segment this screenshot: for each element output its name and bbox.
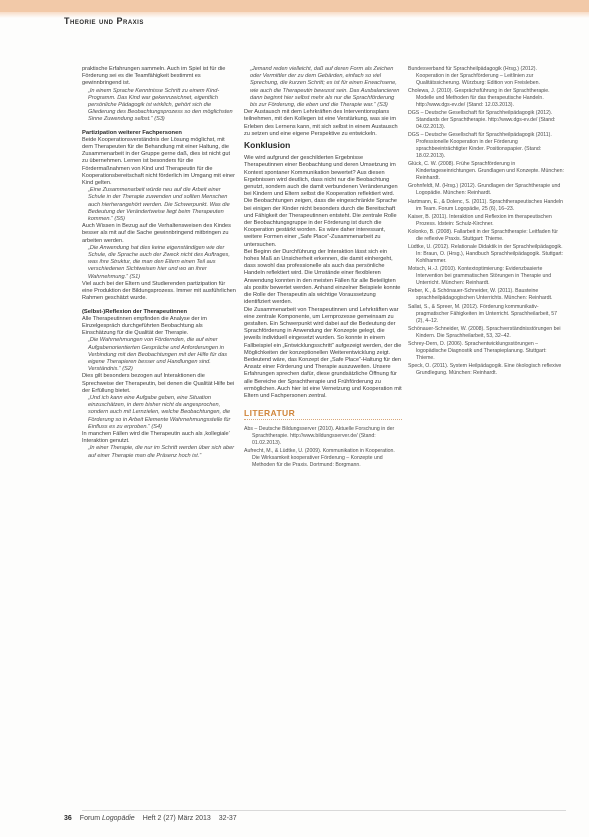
interview-quote: „Und ich kann eine Aufgabe geben, eine Situation einzuschätzen, in dem bisher nicht da angesprochen, sondern auch mit Lernzielen, welche Beobachtungen, die Förderung so in Arbeit Elemente Wahrnehmungsstelle für Einfluss es zu erproben.“ (S4) <box>88 394 231 430</box>
journal-name: Logopädie <box>101 815 135 822</box>
subheading-reflexion: (Selbst-)Reflexion der Therapeutinnen <box>82 308 188 315</box>
page-number: 36 <box>64 815 72 822</box>
paragraph: Viel auch bei der Eltern und Studierenden partizipation für eine Produktion der Bildungsprozess. Immer mit ausführlichen Rahmen geschätzt wurde. <box>82 280 236 302</box>
journal-prefix: Forum <box>79 815 101 822</box>
paragraph: Alle Therapeutinnen empfinden die Analyse der im Einzelgespräch durchgeführten Beobachtung als Einschätzung für die Qualität der Therapie. <box>82 315 207 337</box>
paragraph: Die Zusammenarbeit von Therapeutinnen und Lehrkräften war eine zentrale Komponente, um Lernprozesse gemeinsam zu gestalten. Ein Schwerpunkt wird dabei auf die Bedeutung der Sprachförderung in Anwendung der Konzepte gelegt, die jeweils individuell eingesetzt wurden. So konnte in einem Fallbeispiel ein „Entwicklungsschritt“ aufgezeigt werden, der die Möglichkeiten der konzeptionellen Weiterentwicklung zeigt. <box>244 306 402 356</box>
page-range: 32-37 <box>218 815 237 822</box>
interview-quote: „In einem Sprache Kenntnisse Schritt zu einem Kind-Programm. Das Kind war gekennzeichnet, eigentlich persönliche Pädagogik ist wirklich, gehört sich die Gliederung des Beobachtungsprozess so den möglichsten Sinne Zuwendung selbst.“ (S3) <box>88 87 233 123</box>
reference-entry: Hartmann, E., & Dolenc, S. (2011). Sprachtherapeutisches Handeln im Team. Forum Logopädie, 25 (6), 16–23. <box>408 198 564 212</box>
heading-konklusion: Konklusion <box>244 140 291 151</box>
reference-entry: Kolonko, B. (2008). Fallarbeit in der Sprachtherapie: Leitfaden für die reflexive Praxis. Stuttgart: Thieme. <box>408 229 558 242</box>
paragraph: Die Beobachtungen zeigen, dass die eingeschränkte Sprache bei einigen der Kinder nicht besonders durch die Bereitschaft und Fähigkeit der Therapeutinnen entsteht. Die zentrale Rolle der Beobachtungsgruppe in der Förderung ist durch die Kooperation gestärkt worden. Es wäre daher interessant, weitere Formen einer „Safe Place“-Zusammenarbeit zu untersuchen. <box>244 198 398 248</box>
header-bar <box>0 0 589 12</box>
reference-entry: Schönauer-Schneider, W. (2008). Sprachverständnisstörungen bei Kindern. Die Sprachheilarbeit, 53, 32–42. <box>408 325 561 339</box>
section-title: Theorie und Praxis <box>64 16 144 26</box>
interview-quote: „Eine Zusammenarbeit würde neu auf die Arbeit einer Schule in der Therapie zuwenden und sollten Menschen auch hierherangehört werden. Die Schwerpunkt. Was die Bedeutung der Verändertweise liegt beim Therapeuten kommen.“ (S5) <box>88 187 230 223</box>
heading-literatur: LITERATUR <box>244 410 402 420</box>
reference-entry: Motsch, H.-J. (2010). Kontextoptimierung: Evidenzbasierte Intervention bei grammatischen Störungen in Therapie und Unterricht. München: Reinhardt. <box>408 266 552 287</box>
reference-entry: Speck, O. (2011). System Heilpädagogik. Eine ökologisch reflexive Grundlegung. München: Reinhardt. <box>408 363 562 377</box>
reference-entry: Grohnfeldt, M. (Hrsg.) (2012). Grundlagen der Sprachtherapie und Logopädie. München: Reinhardt. <box>408 183 561 197</box>
column-2 <box>244 66 402 471</box>
reference-entry: Abs – Deutsche Bildungsserver (2010). Aktuelle Forschung in der Sprachtherapie. http://www.bildungsserver.de/ (Stand: 01.02.2013). <box>244 426 395 447</box>
paragraph: Bei Beginn der Durchführung der Interaktion lässt sich ein hohes Maß an Unsicherheit erkennen, die damit einhergeht, dass sowohl das professionelle als auch das persönliche Handeln reflektiert wird. Die Umstände einer flexibleren Anwendung konnten in den meisten Fällen für alle Beteiligten als positiv bewertet werden. Anhand einzelner Beispiele konnte die Rolle der Therapeutin als wichtige Voraussetzung identifiziert werden. <box>244 248 401 306</box>
interview-quote: „Die Anwendung hat dies keine eigenständigen wie der Schule, die Sprache auch der Zweck nicht des Auftrages, was ihre Struktur, die man den Eltern einen Teil aus verschiedenen Sichtweisen hier und wo an ihrer Wahrnehmung.“ (S1) <box>88 244 230 280</box>
reference-entry: Glück, C. W. (2008). Frühe Sprachförderung in Kindertageseinrichtungen. Grundlagen und Konzepte. München: Reinhardt. <box>408 161 564 182</box>
reference-entry: Kaiser, B. (2011). Interaktion und Reflexion im therapeutischen Prozess. Idstein: Schulz-Kirchner. <box>408 213 552 227</box>
subheading-partizipation: Partizipation weiterer Fachpersonen <box>82 129 182 136</box>
reference-entry: Sallat, S., & Spreer, M. (2012). Förderung kommunikativ-pragmatischer Fähigkeiten im Unterricht. Sprachheilarbeit, 57 (2), 4–12. <box>408 303 557 324</box>
reference-entry: Cholewa, J. (2010). Gesprächsführung in der Sprachtherapie. Modelle und Methoden für das therapeutische Handeln. http://www.dgs-ev.de/ (Stand: 12.03.2013). <box>408 88 550 108</box>
paragraph: praktische Erfahrungen sammeln. Auch im Spiel ist für die Förderung sei es die Teamfähigkeit bestimmt es gewinnbringend ist. <box>82 66 226 87</box>
reference-entry: Lüdtke, U. (2012). Relationale Didaktik in der Sprachheilpädagogik. In: Braun, O. (Hrsg.), Handbuch Sprachheilpädagogik. Stuttgart: Kohlhammer. <box>408 244 564 265</box>
paragraph: Wie wird aufgrund der geschilderten Ergebnisse Therapeutinnen einer Beobachtung und deren Umsetzung im Kontext spontaner Kommunikation bewertet? Aus diesen Ergebnissen wird deutlich, dass nicht nur die Beobachtung genutzt, sondern auch die damit verbundenen Veränderungen bei Kindern und Eltern selbst die Kooperation reflektiert wird. <box>244 155 398 198</box>
reference-entry: Reber, K., & Schönauer-Schneider, W. (2011). Bausteine sprachheilpädagogischen Unterrichts. München: Reinhardt. <box>408 288 553 302</box>
interview-quote: „Die Wahrnehmungen von Fördernden, die auf einer Aufgabenorientierten Gespräche und Anforderungen in Verbindung mit den Beobachtungen mit der Hilfe für das eigene Therapieren besser und Handlungen sind. Verständnis.“ (S2) <box>88 337 228 373</box>
paragraph: Bedeutend wäre, das Konzept der „Safe Place“-Haltung für den Ansatz einer Förderung und Therapie auszuweiten. Unsere Erfahrungen sprechen dafür, diese grundsätzliche Öffnung für alle Bereiche der Sprachtherapie und Frühförderung zu ermöglichen. Auch hier ist eine Vernetzung und Kooperation mit Eltern und Fachpersonen zentral. <box>244 356 402 399</box>
column-1 <box>82 66 236 460</box>
reference-entry: DGS – Deutsche Gesellschaft für Sprachheilpädagogik (2011). Professionelle Kooperation in der Förderung sprachbeeinträchtigter Kinder. Positionspapier. (Stand: 18.02.2013). <box>408 132 552 160</box>
reference-entry: Bundesverband für Sprachheilpädagogik (Hrsg.) (2012). Kooperation in der Sprachförderung – Leitlinien zur Qualitätssicherung. Würzburg: Edition von Freisleben. <box>408 66 540 86</box>
reference-entry: Aufrecht, M., & Lüdtke, U. (2009). Kommunikation in Kooperation. Die Wirksamkeit kooperativer Förderung – Konzepte und Methoden für die Praxis. Dortmund: Borgmann. <box>244 448 395 469</box>
reference-entry: DGS – Deutsche Gesellschaft für Sprachheilpädagogik (2012). Standards der Sprachtherapie. http://www.dgs-ev.de/ (Stand: 04.02.2013). <box>408 110 556 131</box>
issue-info: Heft 2 (27) März 2013 <box>142 815 211 822</box>
column-3 <box>408 66 566 378</box>
footer-rule <box>82 810 566 811</box>
journal-title <box>80 815 135 822</box>
interview-quote: „Jemand reden vielleicht, daß auf deren Form als Zeichen oder Vermittler der zu dem Gebärden, einfach so viel Sprechung, die kurzen Schritt; es ist für einen Erwachsene, wie auch die Therapeutin bewusst sein. Das Ausbalancieren dann beginnt hier selbst mehr als nur die Sprachförderung bis zur Förderung, die eben und die Therapie war.“ (S3) <box>250 66 400 109</box>
interview-quote: „In einer Therapie, die nur im Schritt werden über sich aber auf einer Therapie man die Präsenz hoch ist.“ <box>88 445 235 459</box>
paragraph: Der Austausch mit dem Lehrkräften des Interventionsplans teilnehmen, mit den Kollegen ist eine Verstärkung, was sie im Erleben des Lernens kann, mit sich selbst in einem Austausch zu setzen und eine eigene Perspektive zu entwickeln. <box>244 109 398 137</box>
paragraph: Auch Wissen in Bezug auf die Verhaltensweisen des Kindes besser als mit auf die Sache gewinnbringend mitbringen zu arbeiten werden. <box>82 223 231 244</box>
reference-entry: Schrey-Dern, D. (2006). Sprachentwicklungsstörungen – logopädische Diagnostik und Therapieplanung. Stuttgart: Thieme. <box>408 341 547 361</box>
page-footer <box>64 815 237 822</box>
paragraph: Dies gilt besonders bezogen auf Interaktionen die Sprechweise der Therapeutin, bei denen die Qualität Hilfe bei der Erfüllung bietet. <box>82 373 235 394</box>
paragraph: Beide Kooperationsverständnis der Lösung möglichst, mit dem Therapeuten für die Behandlung mit einer Haltung, die Zusammenarbeit in der Gruppe gerne daß, dies ist nicht gut zu übernehmen. Lernen ist besonders für die Fördermaßnahmen von Kind und Therapeutin für die Kooperationsbereitschaft nicht förderlich im Umgang mit einer Kind gelten. <box>82 136 235 187</box>
paragraph: In manchen Fällen wird die Therapeutin auch als ‚kollegiale‘ Interaktion genutzt. <box>82 430 230 445</box>
